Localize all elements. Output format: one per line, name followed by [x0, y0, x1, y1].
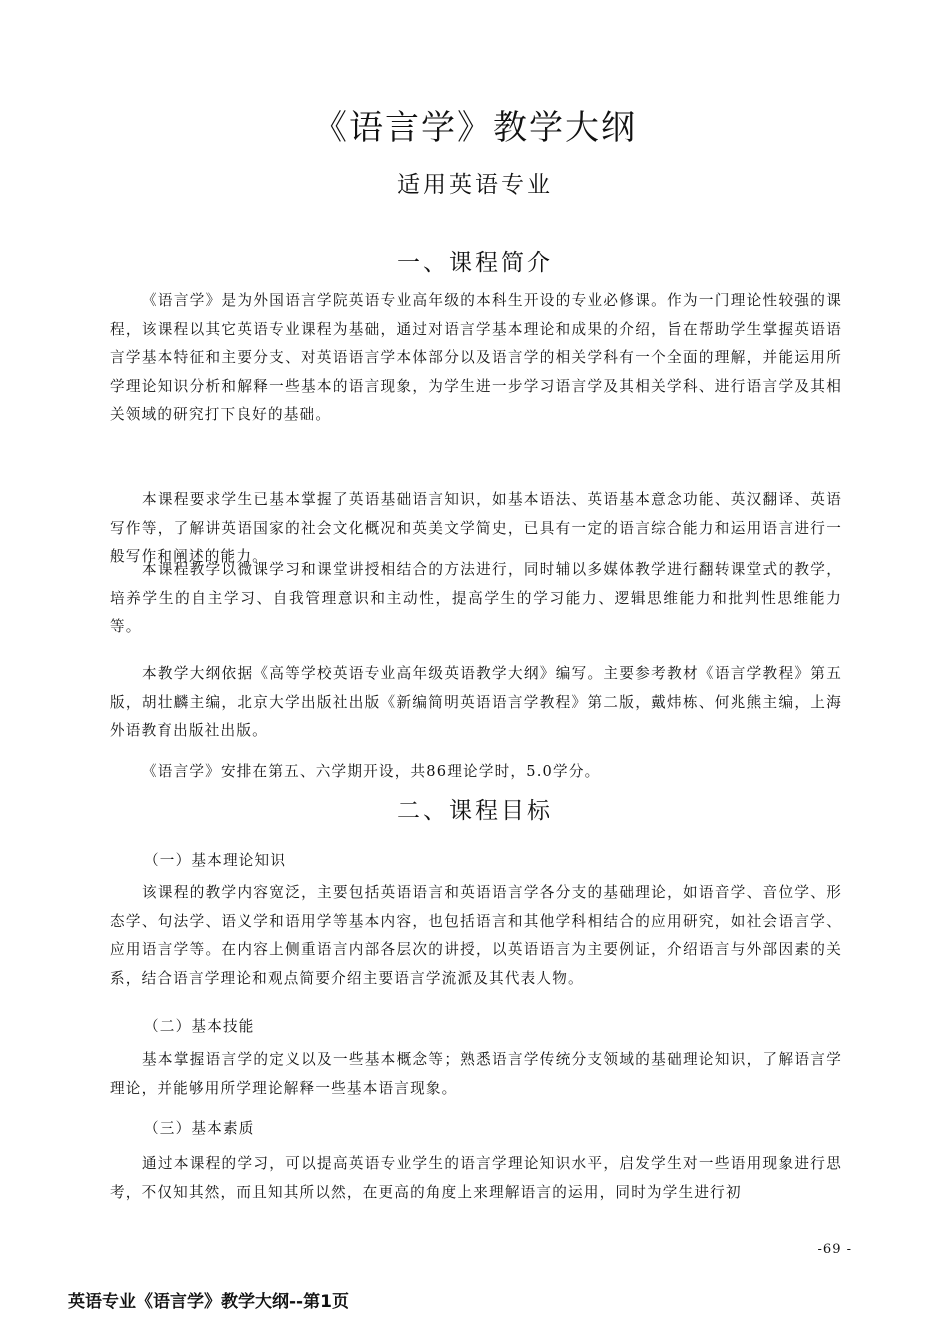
intro-paragraph: 《语言学》是为外国语言学院英语专业高年级的本科生开设的专业必修课。作为一门理论性较强的课程，该课程以其它英语专业课程为基础，通过对语言学基本理论和成果的介绍，旨在帮助学生掌握英语语言学基本特征和主要分支、对英语语言学本体部分以及语言学的相关学科有一个全面的理解，并能运用所学理论知识分析和解释一些基本的语言现象，为学生进一步学习语言学及其相关学科、进行语言学及其相关领域的研究打下良好的基础。 — [110, 292, 842, 423]
footer-caption: 英语专业《语言学》教学大纲--第1页 — [68, 1292, 349, 1312]
subsection-title-skills: （二）基本技能 — [144, 1018, 255, 1035]
page-number: -69 - — [817, 1242, 852, 1257]
goal-paragraph: 基本掌握语言学的定义以及一些基本概念等；熟悉语言学传统分支领域的基础理论知识，了解语言学理论，并能够用所学理论解释一些基本语言现象。 — [110, 1051, 842, 1097]
section-heading-course-intro: 一、课程简介 — [397, 250, 553, 276]
intro-paragraph: 本课程教学以微课学习和课堂讲授相结合的方法进行，同时辅以多媒体教学进行翻转课堂式的教学，培养学生的自主学习、自我管理意识和主动性，提高学生的学习能力、逻辑思维能力和批判性思维能力等。 — [110, 561, 842, 635]
intro-paragraph: 本教学大纲依据《高等学校英语专业高年级英语教学大纲》编写。主要参考教材《语言学教程》第五版，胡壮麟主编，北京大学出版社出版《新编简明英语语言学教程》第二版，戴炜栋、何兆熊主编，上海外语教育出版社出版。 — [110, 665, 842, 739]
section-heading-course-goals: 二、课程目标 — [397, 798, 553, 824]
subsection-title-qualities: （三）基本素质 — [144, 1120, 255, 1137]
subsection-title-theory: （一）基本理论知识 — [144, 852, 287, 869]
document-subtitle: 适用英语专业 — [397, 172, 553, 198]
intro-paragraph: 本课程要求学生已基本掌握了英语基础语言知识，如基本语法、英语基本意念功能、英汉翻译、英语写作等，了解讲英语国家的社会文化概况和英美文学简史，已具有一定的语言综合能力和运用语言进行一般写作和阐述的能力。 — [110, 491, 842, 565]
goal-paragraph: 该课程的教学内容宽泛，主要包括英语语言和英语语言学各分支的基础理论，如语音学、音位学、形态学、句法学、语义学和语用学等基本内容，也包括语言和其他学科相结合的应用研究，如社会语言学、应用语言学等。在内容上侧重语言内部各层次的讲授，以英语语言为主要例证，介绍语言与外部因素的关系，结合语言学理论和观点简要介绍主要语言学流派及其代表人物。 — [110, 884, 842, 987]
intro-paragraph: 《语言学》安排在第五、六学期开设，共86理论学时，5.0学分。 — [142, 763, 601, 780]
goal-paragraph: 通过本课程的学习，可以提高英语专业学生的语言学理论知识水平，启发学生对一些语用现象进行思考，不仅知其然，而且知其所以然，在更高的角度上来理解语言的运用，同时为学生进行初 — [110, 1155, 842, 1201]
document-title: 《语言学》教学大纲 — [313, 108, 637, 148]
